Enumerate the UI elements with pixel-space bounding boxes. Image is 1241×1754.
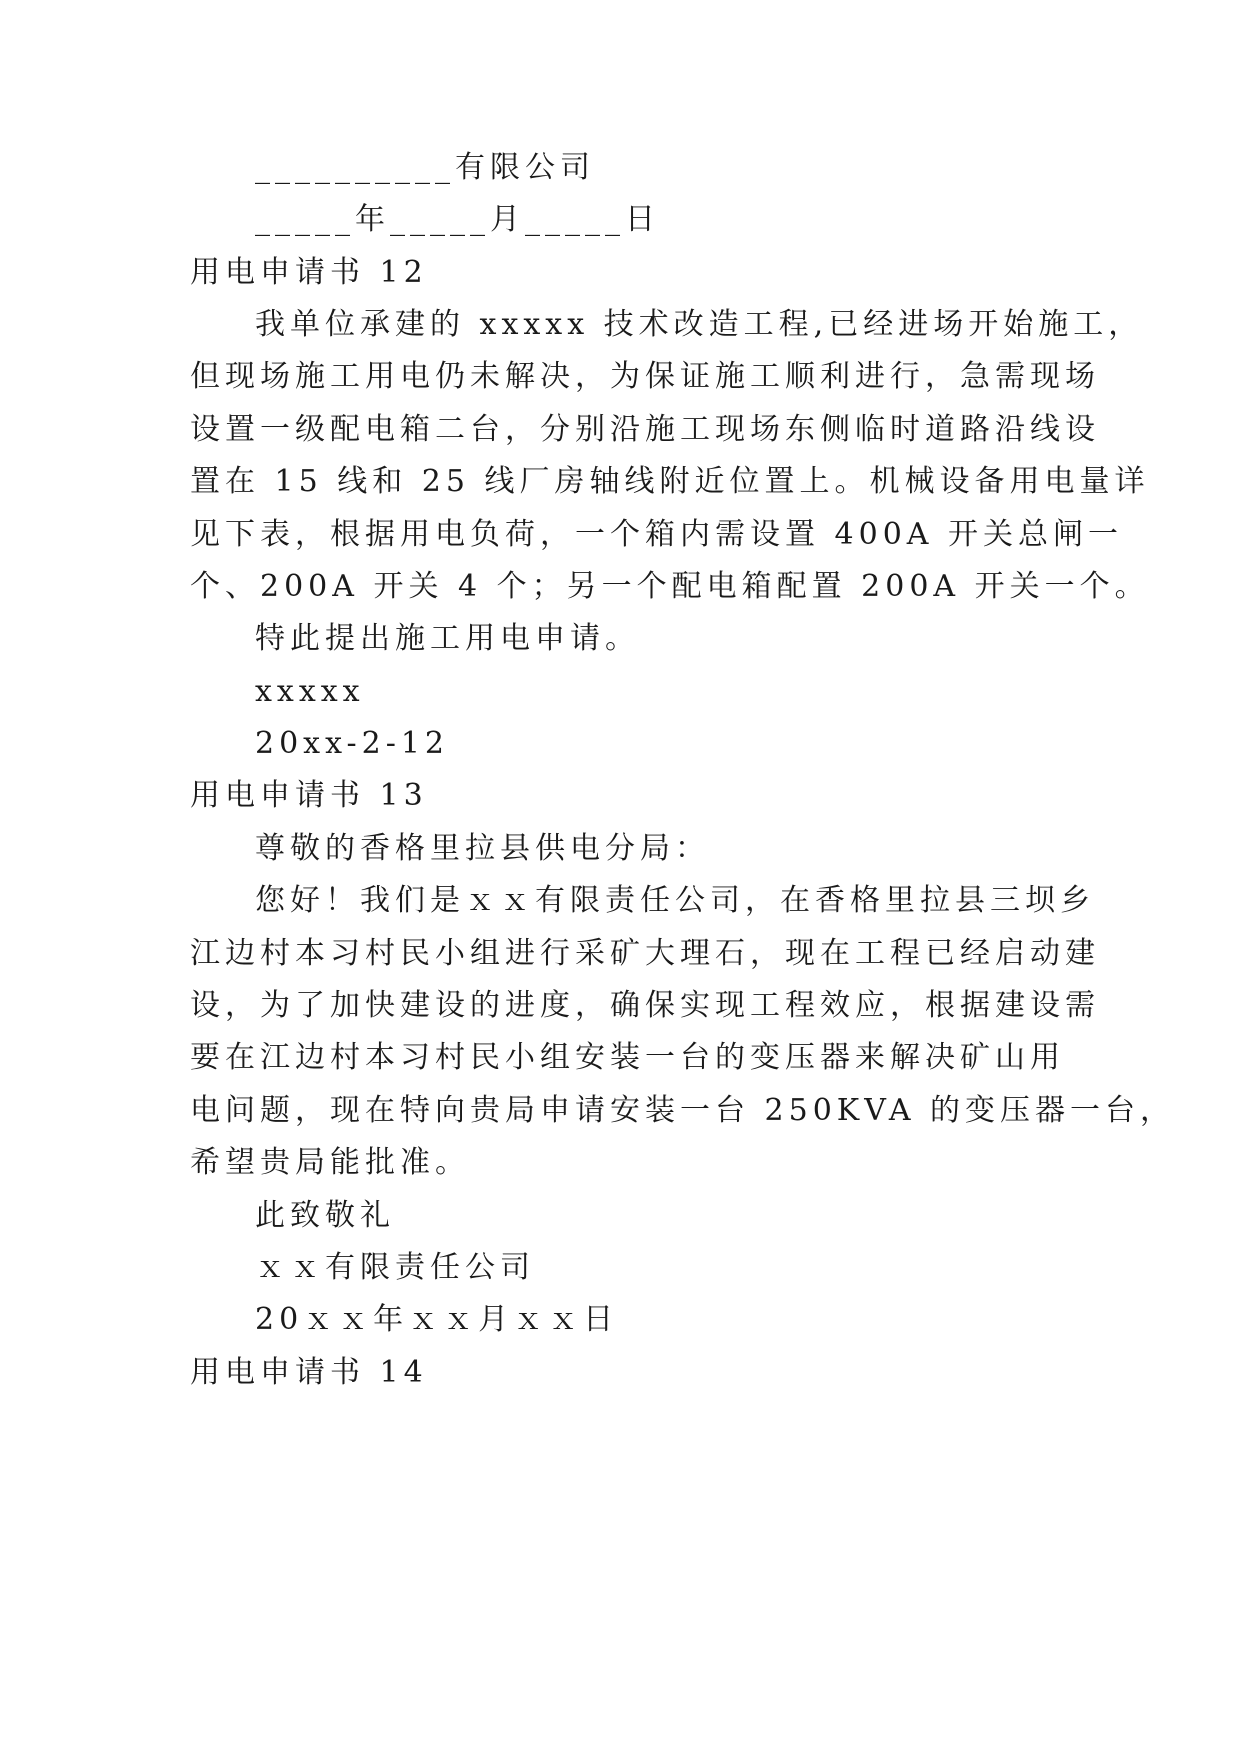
section-13-closing: 此致敬礼 [255,1198,395,1233]
section-13-date: 20ｘｘ年ｘｘ月ｘｘ日 [255,1302,619,1337]
section-14-title: 用电申请书 14 [190,1355,428,1390]
section-12-body-line-4: 置在 15 线和 25 线厂房轴线附近位置上。机械设备用电量详 [190,464,1150,499]
date-blank-line: _____年_____月_____日 [255,202,660,237]
section-12-signer: xxxxx [255,674,365,709]
section-13-body-line-5: 电问题，现在特向贵局申请安装一台 250KVA 的变压器一台， [190,1093,1176,1128]
section-13-body-line-3: 设，为了加快建设的进度，确保实现工程效应，根据建设需 [190,988,1100,1023]
section-13-body-line-6: 希望贵局能批准。 [190,1145,470,1180]
section-13-body-line-1: 您好！我们是ｘｘ有限责任公司，在香格里拉县三坝乡 [255,883,1095,918]
section-13-signer: ｘｘ有限责任公司 [255,1250,535,1285]
section-12-date: 20xx-2-12 [255,726,450,761]
section-12-title: 用电申请书 12 [190,255,428,290]
section-12-body-line-1: 我单位承建的 xxxxx 技术改造工程,已经进场开始施工， [255,307,1144,342]
section-12-closing: 特此提出施工用电申请。 [255,621,640,656]
section-13-title: 用电申请书 13 [190,778,428,813]
section-12-body-line-2: 但现场施工用电仍未解决，为保证施工顺利进行，急需现场 [190,359,1100,394]
section-12-body-line-3: 设置一级配电箱二台，分别沿施工现场东侧临时道路沿线设 [190,412,1100,447]
company-blank-line: __________有限公司 [255,150,595,185]
section-12-body-line-6: 个、200A 开关 4 个；另一个配电箱配置 200A 开关一个。 [190,569,1150,604]
section-12-body-line-5: 见下表，根据用电负荷，一个箱内需设置 400A 开关总闸一 [190,517,1123,552]
section-13-body-line-2: 江边村本习村民小组进行采矿大理石，现在工程已经启动建 [190,936,1100,971]
section-13-salutation: 尊敬的香格里拉县供电分局： [255,831,710,866]
section-13-body-line-4: 要在江边村本习村民小组安装一台的变压器来解决矿山用 [190,1040,1065,1075]
